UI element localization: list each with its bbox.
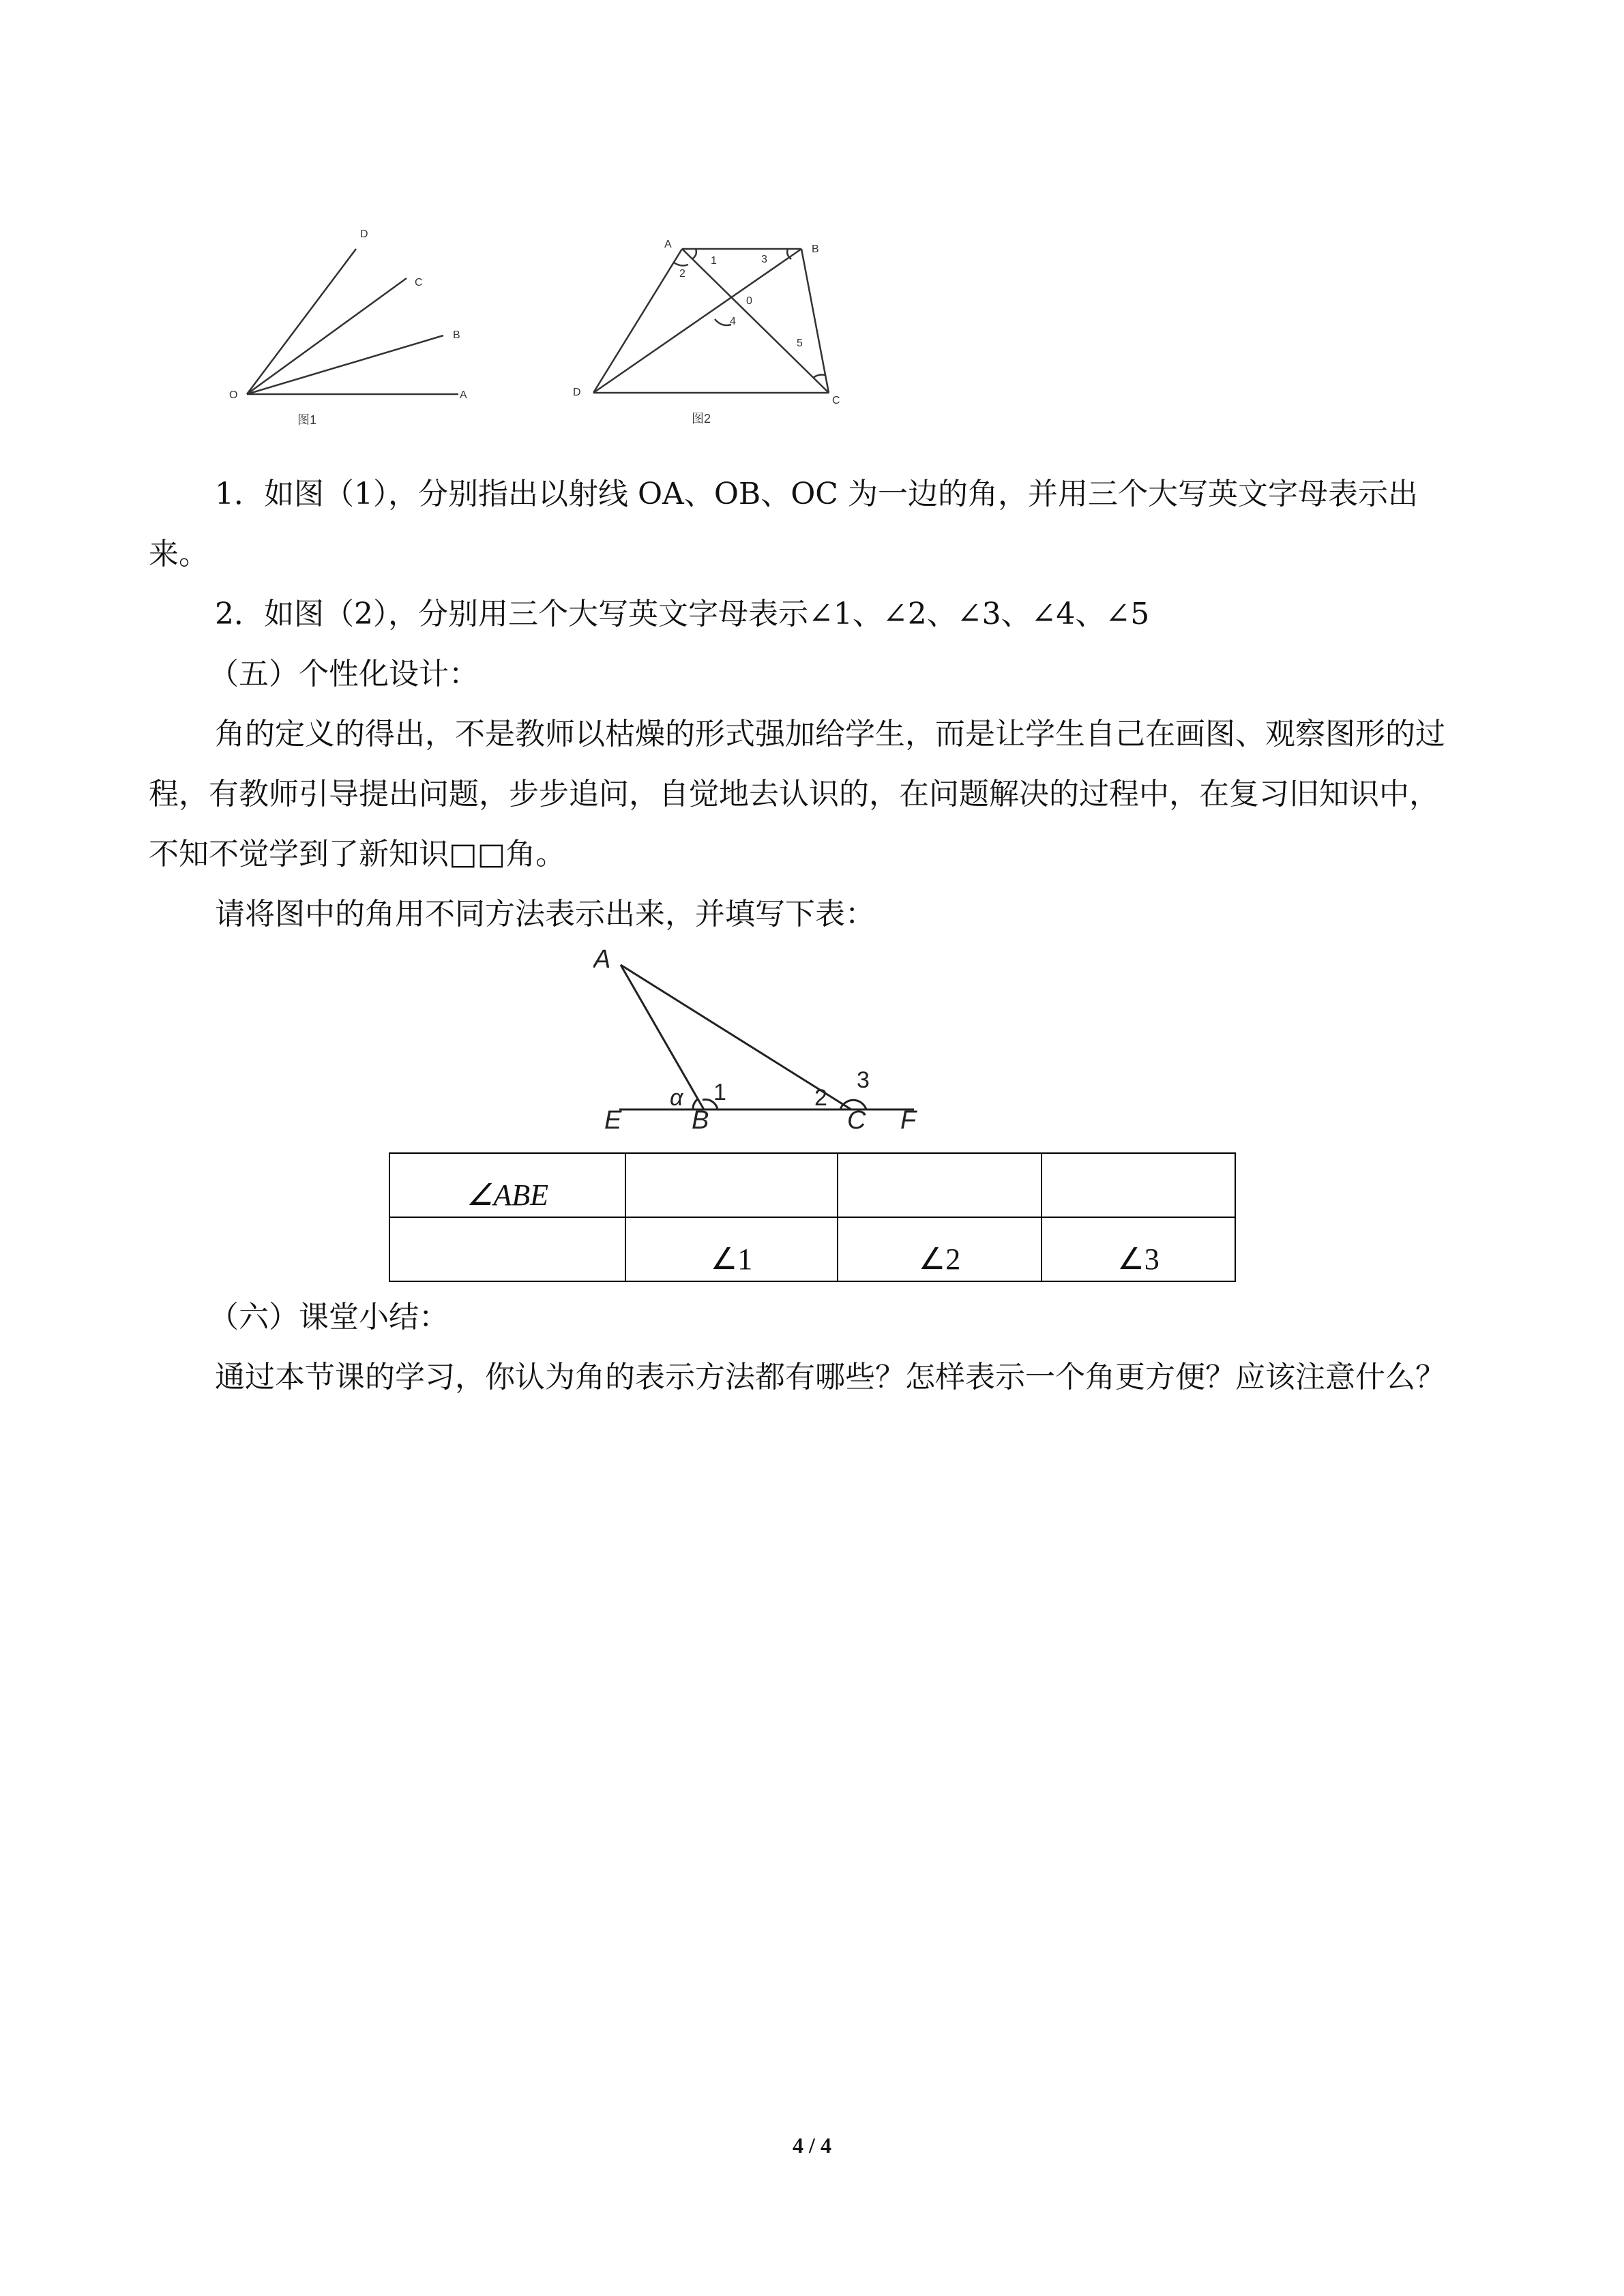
- table-cell[interactable]: [838, 1153, 1042, 1217]
- fig1-caption: 图1: [297, 413, 317, 427]
- fig2-caption: 图2: [692, 412, 711, 426]
- table-cell[interactable]: [1042, 1153, 1235, 1217]
- section-5-body: 角的定义的得出，不是教师以枯燥的形式强加给学生，而是让学生自己在画图、观察图形的过程，有教师引导提出问题，步步追问，自觉地去认识的，在问题解决的过程中，在复习旧知识中，不知不觉学到了新知识□□角。: [149, 717, 1445, 871]
- fig3-label-f: F: [900, 1106, 917, 1135]
- fig3-label-alpha: α: [670, 1085, 683, 1111]
- fig3-label-e: E: [604, 1106, 622, 1135]
- question-1: 1．如图（1），分别指出以射线 OA、OB、OC 为一边的角，并用三个大写英文字母表示出来。: [149, 477, 1418, 571]
- fig1-label-b: B: [453, 329, 460, 341]
- table-cell[interactable]: ∠3: [1042, 1217, 1235, 1281]
- section-5-heading: （五）个性化设计：: [209, 657, 479, 691]
- fig3-label-b: B: [692, 1106, 709, 1135]
- table-row: [389, 1217, 1235, 1281]
- fig1-label-a: A: [460, 389, 467, 401]
- table-cell[interactable]: ∠1: [625, 1217, 838, 1281]
- figure-1: [205, 218, 498, 436]
- fig2-angle-5: 5: [797, 338, 803, 349]
- fig2-angle-3: 3: [761, 254, 767, 265]
- section-6-body: 通过本节课的学习，你认为角的表示方法都有哪些？怎样表示一个角更方便？应该注意什么？: [215, 1360, 1445, 1395]
- fig1-label-c: C: [415, 277, 423, 288]
- angle-table: [389, 1152, 1236, 1282]
- table-cell[interactable]: ∠2: [838, 1217, 1042, 1281]
- table-cell[interactable]: [625, 1153, 838, 1217]
- table-row: [389, 1153, 1235, 1217]
- table-cell[interactable]: [389, 1217, 625, 1281]
- fig2-label-b: B: [812, 243, 819, 255]
- fig3-angle-2: 2: [814, 1085, 827, 1111]
- fig2-label-o: 0: [746, 295, 752, 307]
- fig2-label-a: A: [664, 239, 672, 250]
- question-2: 2．如图（2），分别用三个大写英文字母表示∠1、∠2、∠3、∠4、∠5: [215, 597, 1150, 631]
- fig2-angle-4: 4: [730, 316, 736, 327]
- section-6-heading: （六）课堂小结：: [209, 1300, 449, 1335]
- fig3-angle-3: 3: [857, 1067, 870, 1093]
- page-number: 4 / 4: [793, 2133, 831, 2158]
- section-5-instruction: 请将图中的角用不同方法表示出来，并填写下表：: [215, 897, 875, 931]
- figure-2: [566, 232, 859, 436]
- fig2-angle-2: 2: [679, 268, 685, 280]
- fig1-label-o: O: [229, 389, 238, 401]
- table-cell[interactable]: ∠ABE: [389, 1153, 625, 1217]
- fig3-label-a: A: [593, 945, 611, 974]
- fig3-angle-1: 1: [713, 1079, 726, 1105]
- fig2-label-c: C: [832, 395, 840, 406]
- fig1-label-d: D: [360, 228, 368, 240]
- fig2-label-d: D: [573, 387, 581, 398]
- fig2-angle-1: 1: [711, 255, 717, 267]
- fig3-label-c: C: [847, 1106, 866, 1135]
- figure-3: [593, 944, 948, 1142]
